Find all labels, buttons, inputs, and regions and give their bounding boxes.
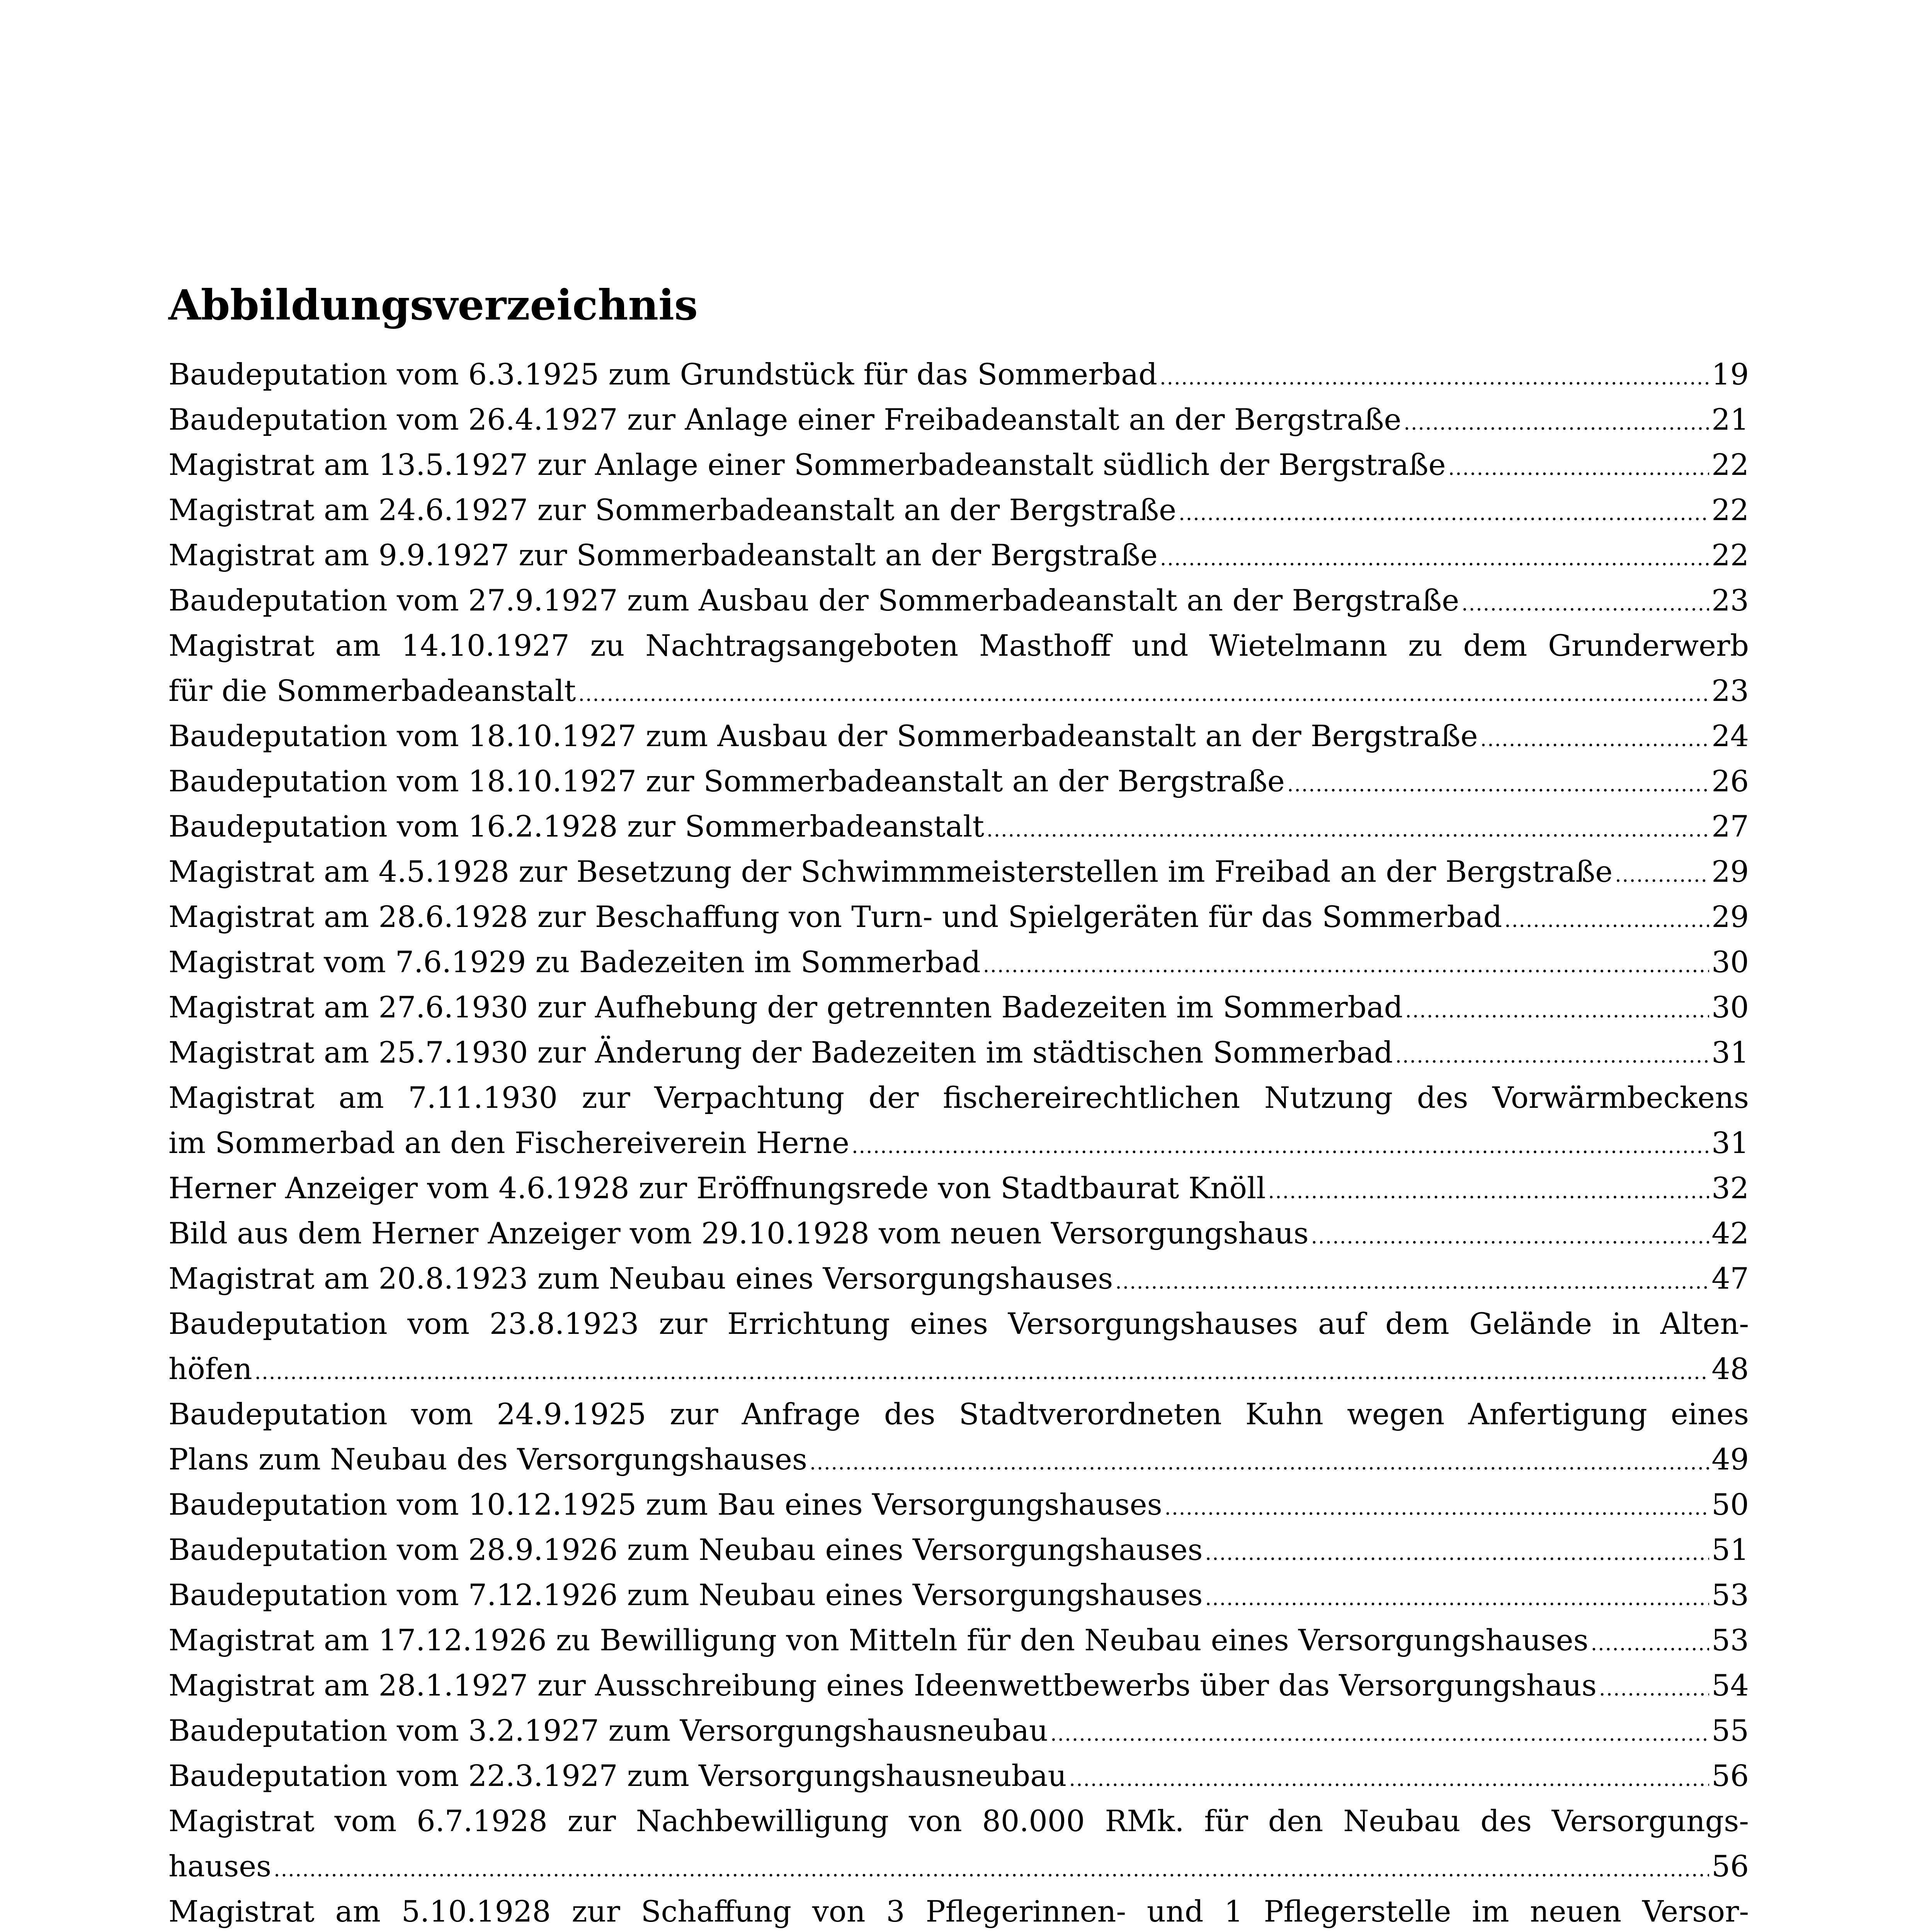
entry-title: Magistrat am 28.1.1927 zur Ausschreibung eines Ideenwettbewerbs über das Versorgungshaus	[168, 1668, 1597, 1702]
entry-title-line: Magistrat am 14.10.1927 zu Nachtragsangeboten Masthoff und Wietelmann zu dem Grunderwerb	[168, 628, 1749, 663]
page-number: 27	[1711, 809, 1749, 844]
page-number: 53	[1711, 1623, 1749, 1657]
list-item	[168, 1527, 1749, 1572]
entry-second-line	[168, 1120, 1749, 1165]
dot-leader	[1480, 717, 1709, 759]
entry-title: Baudeputation vom 3.2.1927 zum Versorgungshausneubau	[168, 1713, 1048, 1748]
list-item	[168, 1889, 1749, 1932]
entry-title-line: Magistrat vom 6.7.1928 zur Nachbewilligung von 80.000 RMk. für den Neubau des Versorgungs-	[168, 1804, 1749, 1838]
dot-leader	[983, 943, 1709, 985]
entry-second-line	[168, 1437, 1749, 1482]
page-number: 19	[1711, 357, 1749, 391]
page-number: 56	[1711, 1849, 1749, 1883]
entry-title-continuation: für die Sommerbadeanstalt	[168, 673, 576, 708]
page-number: 22	[1711, 447, 1749, 482]
dot-leader	[1205, 1531, 1709, 1572]
page-number: 56	[1711, 1759, 1749, 1793]
list-item	[168, 532, 1749, 578]
list-item	[168, 1753, 1749, 1798]
dot-leader	[274, 1847, 1709, 1889]
entry-second-line	[168, 1346, 1749, 1391]
list-item	[168, 397, 1749, 442]
dot-leader	[255, 1350, 1709, 1391]
page-number: 22	[1711, 493, 1749, 527]
dot-leader	[1403, 401, 1709, 442]
entry-title: Baudeputation vom 27.9.1927 zum Ausbau der Sommerbadeanstalt an der Bergstraße	[168, 583, 1459, 617]
page-number: 48	[1711, 1352, 1749, 1386]
figure-list	[168, 352, 1749, 1932]
dot-leader	[1205, 1576, 1709, 1617]
list-item	[168, 1708, 1749, 1753]
list-item	[168, 1798, 1749, 1889]
entry-title: Magistrat am 28.6.1928 zur Beschaffung von Turn- und Spielgeräten für das Sommerbad	[168, 900, 1502, 934]
list-item	[168, 1301, 1749, 1391]
entry-second-line	[168, 1844, 1749, 1889]
list-item	[168, 1482, 1749, 1527]
list-item	[168, 1256, 1749, 1301]
entry-title-line: Magistrat am 5.10.1928 zur Schaffung von 3 Pflegerinnen- und 1 Pflegerstelle im neuen Versor-	[168, 1894, 1749, 1929]
list-item	[168, 985, 1749, 1030]
entry-title: Magistrat am 27.6.1930 zur Aufhebung der getrennten Badezeiten im Sommerbad	[168, 990, 1403, 1024]
list-item	[168, 1211, 1749, 1256]
list-item	[168, 1075, 1749, 1165]
entry-title: Magistrat am 13.5.1927 zur Anlage einer Sommerbadeanstalt südlich der Bergstraße	[168, 447, 1446, 482]
page-number: 51	[1711, 1532, 1749, 1567]
dot-leader	[852, 1124, 1709, 1165]
entry-second-line	[168, 668, 1749, 713]
entry-title-continuation: im Sommerbad an den Fischereiverein Herne	[168, 1126, 849, 1160]
dot-leader	[1405, 988, 1709, 1030]
page-number: 32	[1711, 1171, 1749, 1205]
dot-leader	[1179, 491, 1709, 532]
dot-leader	[1599, 1667, 1709, 1708]
entry-title: Baudeputation vom 28.9.1926 zum Neubau eines Versorgungshauses	[168, 1532, 1203, 1567]
entry-title-continuation: Plans zum Neubau des Versorgungshauses	[168, 1442, 808, 1476]
dot-leader	[1615, 853, 1709, 894]
dot-leader	[1069, 1757, 1709, 1798]
dot-leader	[1160, 355, 1709, 397]
page-number: 30	[1711, 990, 1749, 1024]
entry-title: Baudeputation vom 7.12.1926 zum Neubau eines Versorgungshauses	[168, 1578, 1203, 1612]
entry-title: Bild aus dem Herner Anzeiger vom 29.10.1928 vom neuen Versorgungshaus	[168, 1216, 1309, 1250]
dot-leader	[1461, 582, 1709, 623]
dot-leader	[1115, 1260, 1709, 1301]
page-number: 55	[1711, 1713, 1749, 1748]
page-number: 23	[1711, 583, 1749, 617]
entry-title-continuation: hauses	[168, 1849, 272, 1883]
entry-title: Herner Anzeiger vom 4.6.1928 zur Eröffnungsrede von Stadtbaurat Knöll	[168, 1171, 1266, 1205]
entry-title-line: Magistrat am 7.11.1930 zur Verpachtung der fischereirechtlichen Nutzung des Vorwärmbeckens	[168, 1080, 1749, 1115]
list-item	[168, 1165, 1749, 1211]
list-item	[168, 442, 1749, 487]
entry-title: Magistrat am 9.9.1927 zur Sommerbadeanstalt an der Bergstraße	[168, 538, 1158, 572]
dot-leader	[987, 808, 1709, 849]
list-item	[168, 849, 1749, 894]
page-number: 26	[1711, 764, 1749, 798]
dot-leader	[1165, 1486, 1709, 1527]
entry-title: Baudeputation vom 10.12.1925 zum Bau eines Versorgungshauses	[168, 1487, 1162, 1522]
page-number: 22	[1711, 538, 1749, 572]
entry-title: Baudeputation vom 18.10.1927 zur Sommerbadeanstalt an der Bergstraße	[168, 764, 1285, 798]
dot-leader	[1504, 898, 1709, 939]
entry-title: Magistrat am 17.12.1926 zu Bewilligung von Mitteln für den Neubau eines Versorgungshauses	[168, 1623, 1589, 1657]
list-item	[168, 623, 1749, 713]
entry-title-continuation: höfen	[168, 1352, 252, 1386]
entry-title-line: Baudeputation vom 23.8.1923 zur Errichtung eines Versorgungshauses auf dem Gelände in Alten-	[168, 1306, 1749, 1341]
entry-title: Baudeputation vom 18.10.1927 zum Ausbau der Sommerbadeanstalt an der Bergstraße	[168, 719, 1478, 753]
entry-title: Baudeputation vom 6.3.1925 zum Grundstück für das Sommerbad	[168, 357, 1158, 391]
entry-title-line: Baudeputation vom 24.9.1925 zur Anfrage des Stadtverordneten Kuhn wegen Anfertigung eines	[168, 1397, 1749, 1431]
page-number: 29	[1711, 900, 1749, 934]
page-number: 50	[1711, 1487, 1749, 1522]
dot-leader	[578, 672, 1709, 713]
entry-title: Magistrat am 20.8.1923 zum Neubau eines Versorgungshauses	[168, 1261, 1113, 1296]
dot-leader	[1160, 536, 1709, 578]
page-number: 31	[1711, 1126, 1749, 1160]
page-title: Abbildungsverzeichnis	[168, 281, 698, 330]
list-item	[168, 759, 1749, 804]
list-item	[168, 487, 1749, 532]
document-page	[168, 0, 1749, 1932]
entry-title: Baudeputation vom 22.3.1927 zum Versorgungshausneubau	[168, 1759, 1067, 1793]
list-item	[168, 1572, 1749, 1617]
page-number: 21	[1711, 402, 1749, 437]
page-number: 31	[1711, 1035, 1749, 1070]
dot-leader	[1050, 1712, 1709, 1753]
list-item	[168, 1391, 1749, 1482]
list-item	[168, 713, 1749, 759]
list-item	[168, 939, 1749, 985]
dot-leader	[1448, 446, 1709, 487]
page-number: 42	[1711, 1216, 1749, 1250]
page-number: 54	[1711, 1668, 1749, 1702]
entry-title: Baudeputation vom 26.4.1927 zur Anlage einer Freibadeanstalt an der Bergstraße	[168, 402, 1402, 437]
entry-title: Magistrat am 4.5.1928 zur Besetzung der Schwimmmeisterstellen im Freibad an der Bergstraße	[168, 854, 1613, 889]
dot-leader	[1395, 1034, 1709, 1075]
entry-title: Baudeputation vom 16.2.1928 zur Sommerbadeanstalt	[168, 809, 985, 844]
page-number: 23	[1711, 673, 1749, 708]
entry-title: Magistrat am 24.6.1927 zur Sommerbadeanstalt an der Bergstraße	[168, 493, 1177, 527]
dot-leader	[1268, 1169, 1709, 1211]
dot-leader	[1311, 1214, 1709, 1256]
page-number: 24	[1711, 719, 1749, 753]
page-number: 30	[1711, 945, 1749, 979]
page-number: 53	[1711, 1578, 1749, 1612]
entry-title: Magistrat vom 7.6.1929 zu Badezeiten im Sommerbad	[168, 945, 981, 979]
list-item	[168, 1663, 1749, 1708]
entry-title: Magistrat am 25.7.1930 zur Änderung der Badezeiten im städtischen Sommerbad	[168, 1035, 1393, 1070]
dot-leader	[810, 1440, 1709, 1482]
list-item	[168, 804, 1749, 849]
page-number: 29	[1711, 854, 1749, 889]
list-item	[168, 578, 1749, 623]
list-item	[168, 352, 1749, 397]
dot-leader	[1591, 1621, 1709, 1663]
list-item	[168, 1030, 1749, 1075]
list-item	[168, 1617, 1749, 1663]
dot-leader	[1287, 762, 1709, 804]
page-number: 47	[1711, 1261, 1749, 1296]
list-item	[168, 894, 1749, 939]
page-number: 49	[1711, 1442, 1749, 1476]
